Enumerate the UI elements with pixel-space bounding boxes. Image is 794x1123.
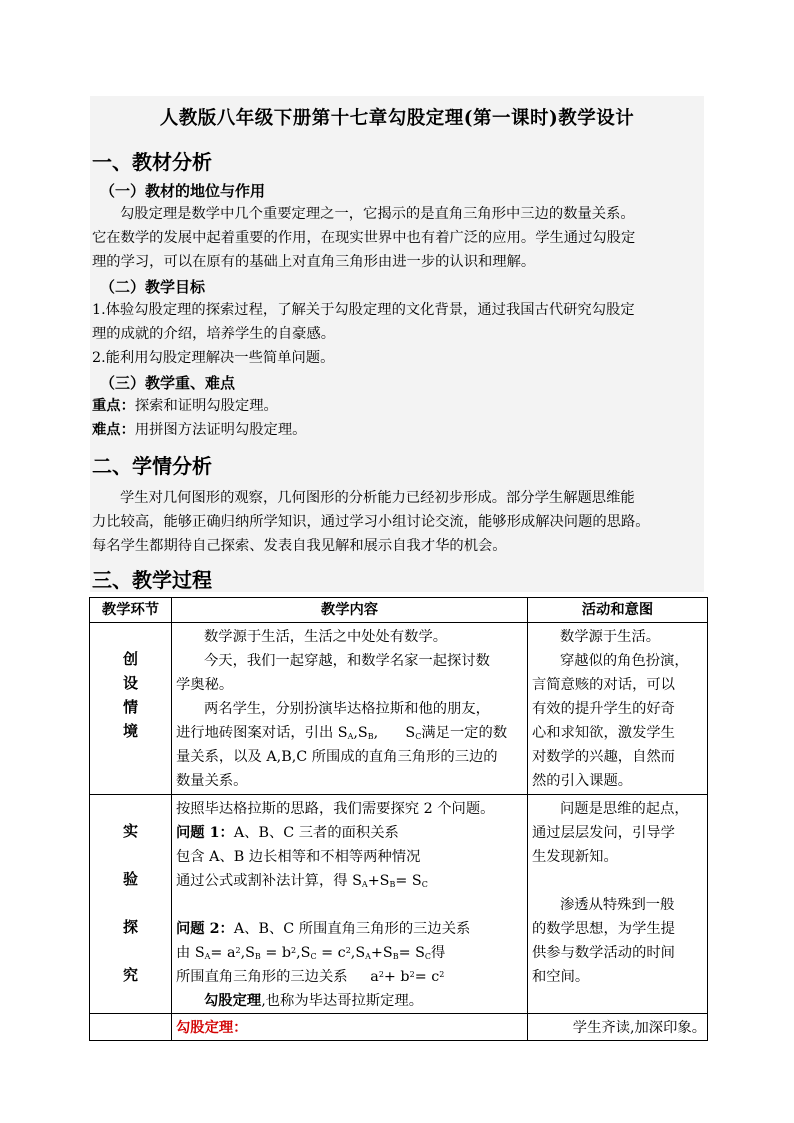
theorem-note: ,也称为毕达哥拉斯定理。 — [261, 993, 423, 1009]
key-point-label: 重点： — [92, 398, 135, 414]
content-line — [176, 821, 524, 845]
paragraph-line: 勾股定理是数学中几个重要定理之一，它揭示的是直角三角形中三边的数量关系。 — [120, 206, 635, 222]
difficulty-label: 难点： — [92, 422, 135, 438]
content-cell — [172, 1014, 528, 1041]
content-line — [176, 869, 524, 893]
paragraph-line: 力比较高，能够正确归纳所学知识，通过学习小组讨论交流，能够形成解决问题的思路。 — [92, 514, 650, 530]
header-content: 教学内容 — [172, 598, 528, 623]
blank-line — [176, 893, 524, 917]
content-line: 今天，我们一起穿越，和数学名家一起探讨数 — [204, 653, 490, 669]
content-line — [176, 917, 524, 941]
content-line: 包含 A、B 边长相等和不相等两种情况 — [176, 849, 421, 865]
activity-line: 言简意赅的对话，可以 — [532, 677, 675, 693]
content-line: 学奥秘。 — [176, 677, 234, 693]
stage-char: 情 — [122, 698, 138, 716]
content-line: 数量关系。 — [176, 773, 248, 789]
subscript: C — [421, 880, 428, 889]
table-header-row — [90, 598, 708, 623]
text-run: 通过公式或割补法计算，得 S — [176, 873, 362, 889]
subscript: C — [415, 732, 422, 741]
activity-line: 的数学思想，为学生提 — [532, 921, 675, 937]
paragraph-line: 它在数学的发展中起着重要的作用，在现实世界中也有着广泛的应用。学生通过勾股定 — [92, 230, 636, 246]
section-heading-process: 三、教学过程 — [92, 568, 212, 592]
stage-char: 探 — [122, 918, 138, 936]
table-row-situation — [90, 623, 708, 795]
stage-cell — [90, 623, 172, 795]
subscript: A — [361, 880, 368, 889]
text-run: = S — [395, 873, 422, 889]
text-run: ,S — [353, 725, 368, 741]
content-line: 数学源于生活，生活之中处处有数学。 — [204, 629, 448, 645]
question-label: 问题 2： — [176, 921, 234, 937]
theorem-name: 勾股定理 — [204, 993, 262, 1009]
subheading-position: （一）教材的地位与作用 — [100, 182, 266, 200]
subheading-key-points: （三）教学重、难点 — [100, 374, 236, 392]
table-row-experiment — [90, 795, 708, 1014]
paragraph-line: 理的成就的介绍，培养学生的自豪感。 — [92, 326, 336, 342]
content-line: 量关系，以及 A,B,C 所围成的直角三角形的三边的 — [176, 749, 498, 765]
stage-char: 境 — [122, 722, 138, 740]
activity-line: 有效的提升学生的好奇 — [532, 701, 675, 717]
activity-line: 心和求知欲，激发学生 — [532, 725, 675, 741]
stage-char: 设 — [122, 674, 138, 692]
section-heading-materials: 一、教材分析 — [92, 150, 212, 174]
activity-line: 问题是思维的起点， — [560, 801, 689, 817]
content-cell — [172, 795, 528, 1014]
difficulty-line — [92, 418, 706, 442]
content-cell — [172, 623, 528, 795]
question-text: A、B、C 三者的面积关系 — [233, 825, 399, 841]
subscript: B — [367, 732, 374, 741]
text-run: 满足一定的数 — [421, 725, 508, 741]
stage-char: 验 — [122, 870, 138, 888]
activity-line: 和空间。 — [532, 969, 590, 985]
content-line: 两名学生，分别扮演毕达格拉斯和他的朋友， — [204, 701, 490, 717]
blank-line — [532, 869, 704, 893]
activity-line: 数学源于生活。 — [560, 629, 661, 645]
activity-line: 供参与数学活动的时间 — [532, 945, 675, 961]
subscript: A — [347, 732, 354, 741]
content-line — [176, 721, 524, 745]
table-row-theorem — [90, 1014, 708, 1041]
activity-line: 通过层层发问，引导学 — [532, 825, 675, 841]
activity-line: 对数学的兴趣，自然而 — [532, 749, 675, 765]
text-run: +S — [367, 873, 390, 889]
stage-char: 究 — [122, 966, 138, 984]
subheading-objectives: （二）教学目标 — [100, 278, 206, 296]
activity-line: 生发现新知。 — [532, 849, 618, 865]
formula-line: 由 $S_A= a^2,S_B = b^2,S_C = c^2,S_A+S_B= S_C$得 — [176, 945, 446, 961]
stage-cell — [90, 795, 172, 1014]
subscript: B — [389, 880, 396, 889]
activity-cell — [528, 623, 708, 795]
activity-cell: 学生齐读,加深印象。 — [528, 1014, 708, 1041]
activity-cell — [528, 795, 708, 1014]
question-text: A、B、C 所围直角三角形的三边关系 — [233, 921, 471, 937]
content-line: 按照毕达格拉斯的思路，我们需要探究 2 个问题。 — [176, 801, 495, 817]
text-run: , S — [373, 725, 416, 741]
activity-line: 穿越似的角色扮演， — [560, 653, 689, 669]
paragraph-line: 2.能利用勾股定理解决一些简单问题。 — [92, 350, 335, 366]
formula-line: 所围直角三角形的三边关系 $a^2+ b^2= c^2$ — [176, 969, 445, 985]
activity-line: 渗透从特殊到一般 — [560, 897, 675, 913]
question-label: 问题 1： — [176, 825, 234, 841]
section-heading-students: 二、学情分析 — [92, 454, 212, 478]
stage-char: 实 — [122, 822, 138, 840]
paragraph-line: 理的学习，可以在原有的基础上对直角三角形由进一步的认识和理解。 — [92, 254, 536, 270]
key-point-text: 探索和证明勾股定理。 — [134, 398, 278, 414]
text-run: 进行地砖图案对话，引出 S — [176, 725, 348, 741]
header-stage: 教学环节 — [90, 598, 172, 623]
document-title: 人教版八年级下册第十七章勾股定理(第一课时)教学设计 — [159, 108, 635, 129]
stage-char: 创 — [122, 650, 138, 668]
header-activity: 活动和意图 — [528, 598, 708, 623]
stage-cell — [90, 1014, 172, 1041]
activity-line: 然的引入课题。 — [532, 773, 633, 789]
paragraph-line: 学生对几何图形的观察，几何图形的分析能力已经初步形成。部分学生解题思维能 — [120, 490, 635, 506]
content-line — [176, 989, 524, 1013]
theorem-heading: 勾股定理： — [176, 1020, 248, 1036]
paragraph-line: 每名学生都期待自己探索、发表自我见解和展示自我才华的机会。 — [92, 538, 507, 554]
difficulty-text: 用拼图方法证明勾股定理。 — [134, 422, 307, 438]
paragraph-line: 1.体验勾股定理的探索过程，了解关于勾股定理的文化背景，通过我国古代研究勾股定 — [92, 302, 635, 318]
key-point-line — [92, 394, 706, 418]
teaching-process-table — [89, 597, 708, 1041]
